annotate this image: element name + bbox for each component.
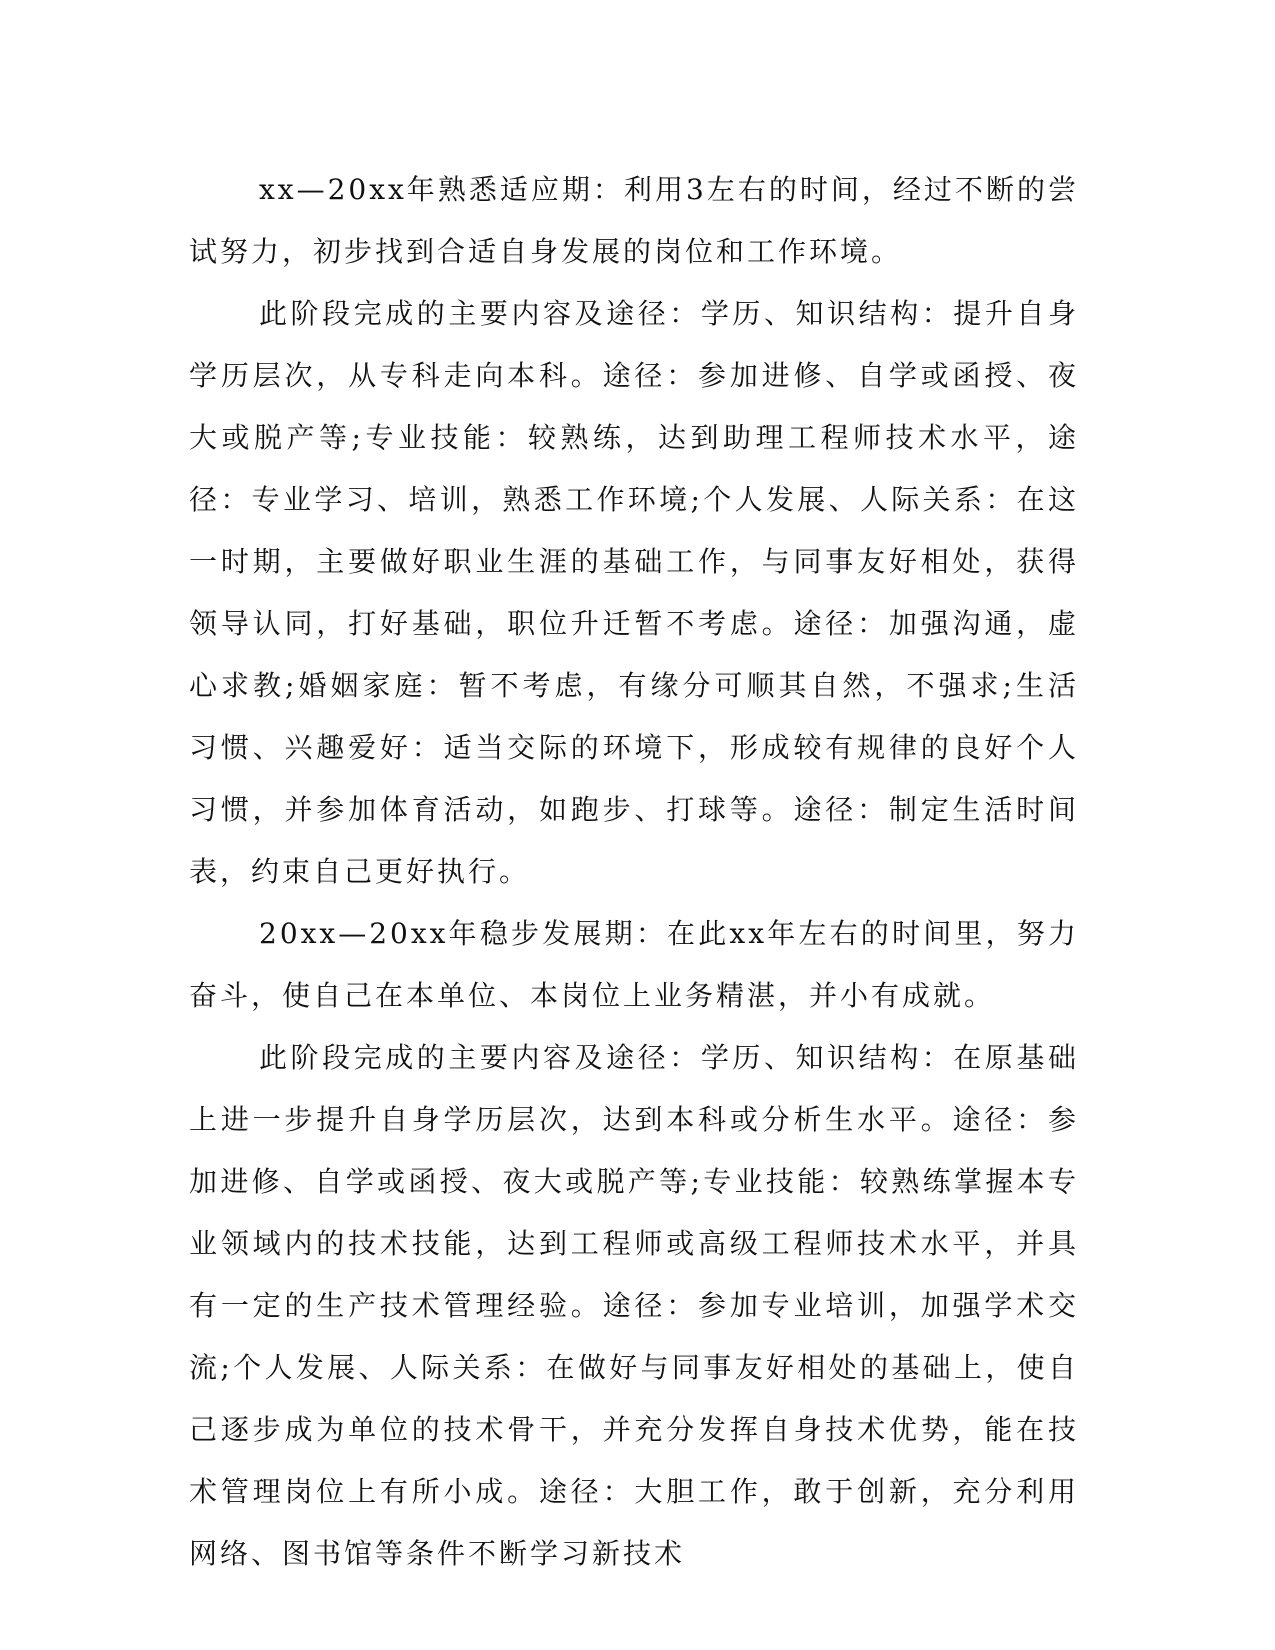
paragraph-3: 20xx—20xx年稳步发展期：在此xx年左右的时间里，努力奋斗，使自己在本单位、本岗位上业务精湛，并小有成就。 (189, 917, 1079, 1012)
document-body (189, 159, 1079, 1585)
paragraph-1: xx—20xx年熟悉适应期：利用3左右的时间，经过不断的尝试努力，初步找到合适自身发展的岗位和工作环境。 (189, 173, 1079, 268)
paragraph-2: 此阶段完成的主要内容及途径：学历、知识结构：提升自身学历层次，从专科走向本科。途径：参加进修、自学或函授、夜大或脱产等;专业技能：较熟练，达到助理工程师技术水平，途径：专业学习、培训，熟悉工作环境;个人发展、人际关系：在这一时期，主要做好职业生涯的基础工作，与同事友好相处，获得领导认同，打好基础，职位升迁暂不考虑。途径：加强沟通，虚心求教;婚姻家庭：暂不考虑，有缘分可顺其自然，不强求;生活习惯、兴趣爱好：适当交际的环境下，形成较有规律的良好个人习惯，并参加体育活动，如跑步、打球等。途径：制定生活时间表，约束自己更好执行。 (189, 297, 1079, 888)
paragraph-4: 此阶段完成的主要内容及途径：学历、知识结构：在原基础上进一步提升自身学历层次，达到本科或分析生水平。途径：参加进修、自学或函授、夜大或脱产等;专业技能：较熟练掌握本专业领域内的技术技能，达到工程师或高级工程师技术水平，并具有一定的生产技术管理经验。途径：参加专业培训，加强学术交流;个人发展、人际关系：在做好与同事友好相处的基础上，使自己逐步成为单位的技术骨干，并充分发挥自身技术优势，能在技术管理岗位上有所小成。途径：大胆工作，敢于创新，充分利用网络、图书馆等条件不断学习新技术 (189, 1041, 1079, 1570)
